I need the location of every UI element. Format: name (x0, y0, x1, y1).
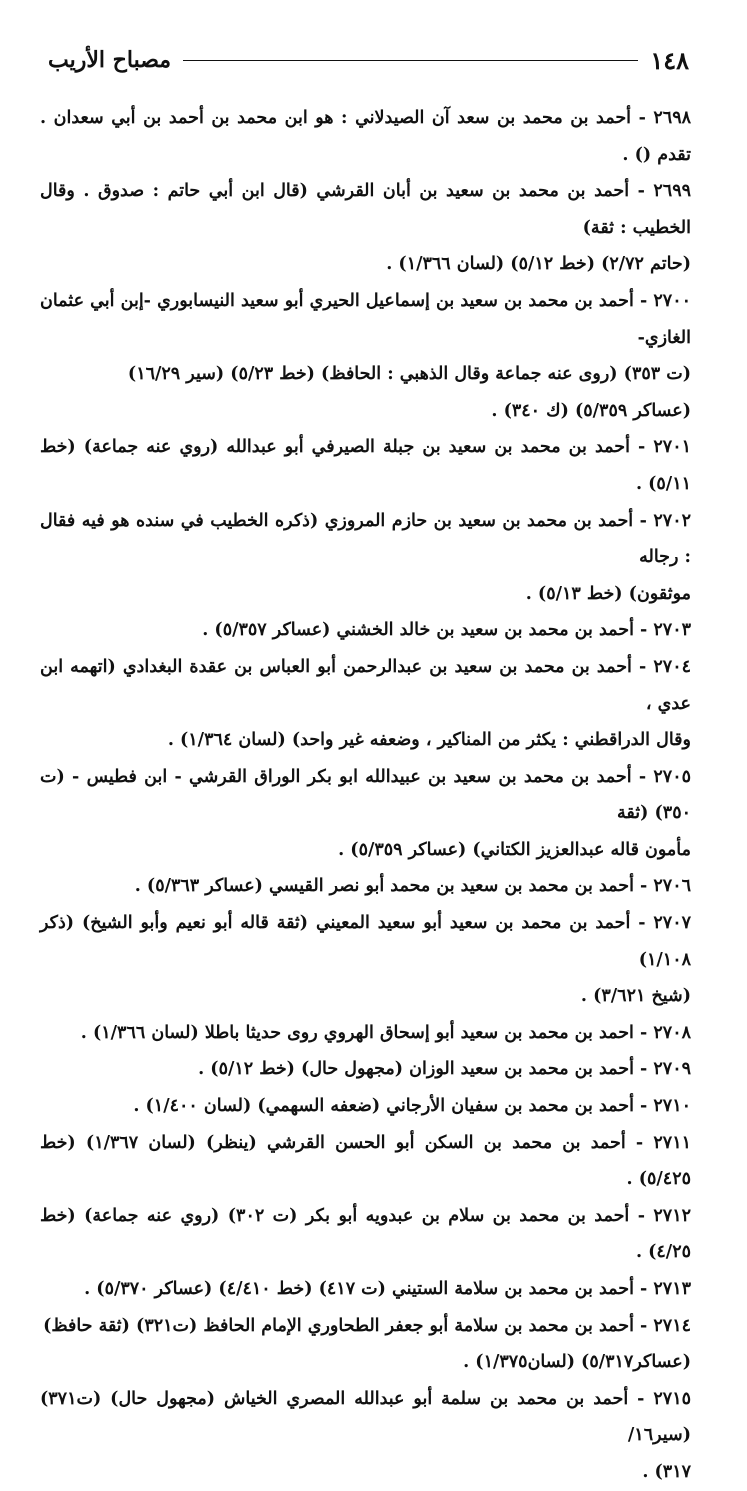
entry-text: أحمد بن محمد بن السكن أبو الحسن القرشي (ينظر) (لسان ١/٣٦٧) (خط ٥/٤٢٥) . (40, 1132, 691, 1190)
entry-text: أحمد بن محمد بن سعيد بن جبلة الصيرفي أبو عبدالله (روي عنه جماعة) (خط ٥/١١) . (40, 437, 691, 494)
entry-dash: - (633, 1096, 654, 1117)
entry-text: أحمد بن محمد بن سعيد أبو سعيد المعيني (ثقة قاله أبو نعيم وأبو الشيخ) (ذكر ١/١٠٨) (40, 913, 691, 970)
entry-continuation-line (40, 393, 691, 430)
entry-dash: - (631, 656, 654, 677)
entry-text: أحمد بن محمد بن سعيد بن عبيدالله ابو بكر الوراق القرشي - ابن فطيس - (ت ٣٥٠) (ثقة (40, 766, 691, 824)
entry-dash: - (633, 1279, 654, 1299)
entry-line (40, 283, 691, 356)
entry-number: ٢٧٠٦ (653, 876, 691, 897)
entry-line (40, 1381, 691, 1454)
entry-dash: - (628, 1388, 654, 1409)
entry-text: (حاتم ٢/٧٢) (خط ٥/١٢) (لسان ١/٣٦٦) . (386, 254, 691, 275)
entry-text: أحمد بن محمد بن سعد آن الصيدلاني : هو ابن محمد بن أحمد بن أبي سعدان . تقدم () . (40, 108, 691, 165)
entry-number: ٢٧٠٠ (653, 290, 691, 311)
entry-line (40, 100, 691, 173)
entry-number: ٢٧٠٩ (653, 1059, 691, 1080)
entry-dash: - (633, 290, 654, 311)
entry-number: ٢٧٠٢ (653, 510, 691, 531)
entry-text: مأمون قاله عبدالعزيز الكتاني) (عساكر ٥/٣٥٩) . (338, 839, 691, 860)
entry-text: ٣١٧) . (642, 1461, 691, 1482)
entry-text: موثقون) (خط ٥/١٣) . (525, 583, 691, 604)
entry-dash: - (629, 437, 654, 458)
entry-line (40, 1198, 691, 1271)
entry-text: أحمد بن محمد بن سعيد بن إسماعيل الحيري أبو سعيد النيسابوري -إبن أبي عثمان الغازي- (40, 290, 691, 348)
entry-number: ٢٧٠٨ (653, 1022, 691, 1043)
entry-line (40, 759, 691, 832)
entry-number: ٢٧١٢ (653, 1205, 691, 1226)
entry-dash: - (633, 1315, 654, 1336)
entry-line (40, 1015, 691, 1052)
entry-line (40, 1125, 691, 1198)
entry-number: ٢٧٠٥ (653, 766, 691, 787)
entry-number: ٢٧١٣ (653, 1279, 691, 1299)
entry-number: ٢٧١٠ (653, 1096, 691, 1117)
entry-line (40, 649, 691, 722)
entry-text: أحمد بن محمد بن سلام بن عبدويه أبو بكر (ت ٣٠٢) (روي عنه جماعة) (خط ٤/٢٥) . (40, 1205, 691, 1263)
entry-text: أحمد بن محمد بن سعيد بن محمد أبو نصر القيسي (عساكر ٥/٣٦٣) . (134, 876, 634, 897)
entry-line (40, 1051, 691, 1088)
entry-dash: - (631, 766, 654, 787)
entry-text: (عساكر٥/٣١٧) (لسان١/٣٧٥) . (463, 1352, 691, 1373)
page-header (48, 42, 689, 78)
entry-line (40, 429, 691, 502)
entry-dash: - (633, 1059, 654, 1080)
entry-continuation-line (40, 246, 691, 283)
entry-dash: - (630, 913, 654, 934)
entry-dash: - (631, 108, 654, 128)
entry-text: أحمد بن محمد بن سلامة الستيني (ت ٤١٧) (خط ٤/٤١٠) (عساكر ٥/٣٧٠) . (84, 1279, 634, 1299)
entry-line (40, 173, 691, 246)
entry-number: ٢٧٠١ (653, 437, 691, 458)
entry-continuation-line (40, 832, 691, 869)
entry-number: ٢٧١٤ (653, 1315, 691, 1336)
entry-dash: - (629, 1205, 654, 1226)
entry-line (40, 1088, 691, 1125)
entry-continuation-line (40, 356, 691, 393)
entry-continuation-line (40, 722, 691, 759)
entry-line (40, 868, 691, 905)
entry-text: احمد بن محمد بن سعيد أبو إسحاق الهروي روى حديثا باطلا (لسان ١/٣٦٦) . (80, 1022, 634, 1043)
entry-text: (عساكر ٥/٣٥٩) (ك ٣٤٠) . (491, 400, 691, 421)
entry-text: أحمد بن محمد بن سعيد بن خالد الخشني (عساكر ٥/٣٥٧) . (202, 620, 634, 641)
entries-list (40, 100, 691, 1491)
entry-text: أحمد بن محمد بن سلمة أبو عبدالله المصري الخياش (مجهول حال) (ت٣٧١) (سير١٦/ (40, 1388, 691, 1446)
entry-continuation-line (40, 576, 691, 613)
entry-number: ٢٧٠٣ (653, 620, 691, 641)
entry-line (40, 1308, 691, 1345)
header-rule (183, 60, 638, 61)
entry-dash: - (625, 1132, 654, 1153)
entry-number: ٢٧٠٤ (653, 656, 692, 677)
entry-dash: - (629, 181, 654, 202)
entry-dash: - (633, 620, 654, 641)
entry-text: أحمد بن محمد بن سعيد بن أبان القرشي (قال ابن أبي حاتم : صدوق . وقال الخطيب : ثقة) (40, 181, 691, 238)
entry-text: أحمد بن محمد بن سعيد بن حازم المروزي (ذكره الخطيب في سنده هو فيه فقال : رجاله (40, 510, 691, 568)
entry-dash: - (633, 510, 654, 531)
entry-text: أحمد بن محمد بن سفيان الأرجاني (ضعفه السهمي) (لسان ١/٤٠٠) . (133, 1096, 634, 1117)
entry-number: ٢٧٠٧ (653, 913, 691, 934)
entry-line (40, 612, 691, 649)
entry-line (40, 503, 691, 576)
entry-line (40, 905, 691, 978)
entry-number: ٢٦٩٨ (653, 108, 691, 128)
entry-continuation-line (40, 978, 691, 1015)
entry-dash: - (633, 1022, 654, 1043)
entry-text: (شيخ ٣/٦٢١) . (580, 986, 691, 1007)
entry-number: ٢٧١١ (653, 1132, 691, 1153)
entry-dash: - (633, 876, 654, 897)
page-number: ١٤٨ (650, 45, 689, 75)
entry-text: أحمد بن محمد بن سلامة أبو جعفر الطحاوري الإمام الحافظ (ت٣٢١) (ثقة حافظ) (43, 1315, 634, 1336)
running-title: مصباح الأريب (48, 47, 172, 73)
entry-text: وقال الدراقطني : يكثر من المناكير ، وضعفه غير واحد) (لسان ١/٣٦٤) . (167, 730, 691, 751)
entry-text: أحمد بن محمد بن سعيد الوزان (مجهول حال) (خط ٥/١٢) . (198, 1059, 634, 1080)
entry-continuation-line (40, 1344, 691, 1381)
entry-continuation-line (40, 1454, 691, 1491)
entry-text: (ت ٣٥٣) (روى عنه جماعة وقال الذهبي : الحافظ) (خط ٥/٢٣) (سير ١٦/٢٩) (127, 364, 691, 385)
entry-number: ٢٧١٥ (653, 1388, 692, 1409)
entry-text: أحمد بن محمد بن سعيد بن عبدالرحمن أبو العباس بن عقدة البغدادي (اتهمه ابن عدي ، (40, 656, 691, 714)
entry-line (40, 1271, 691, 1308)
entry-number: ٢٦٩٩ (653, 181, 691, 202)
